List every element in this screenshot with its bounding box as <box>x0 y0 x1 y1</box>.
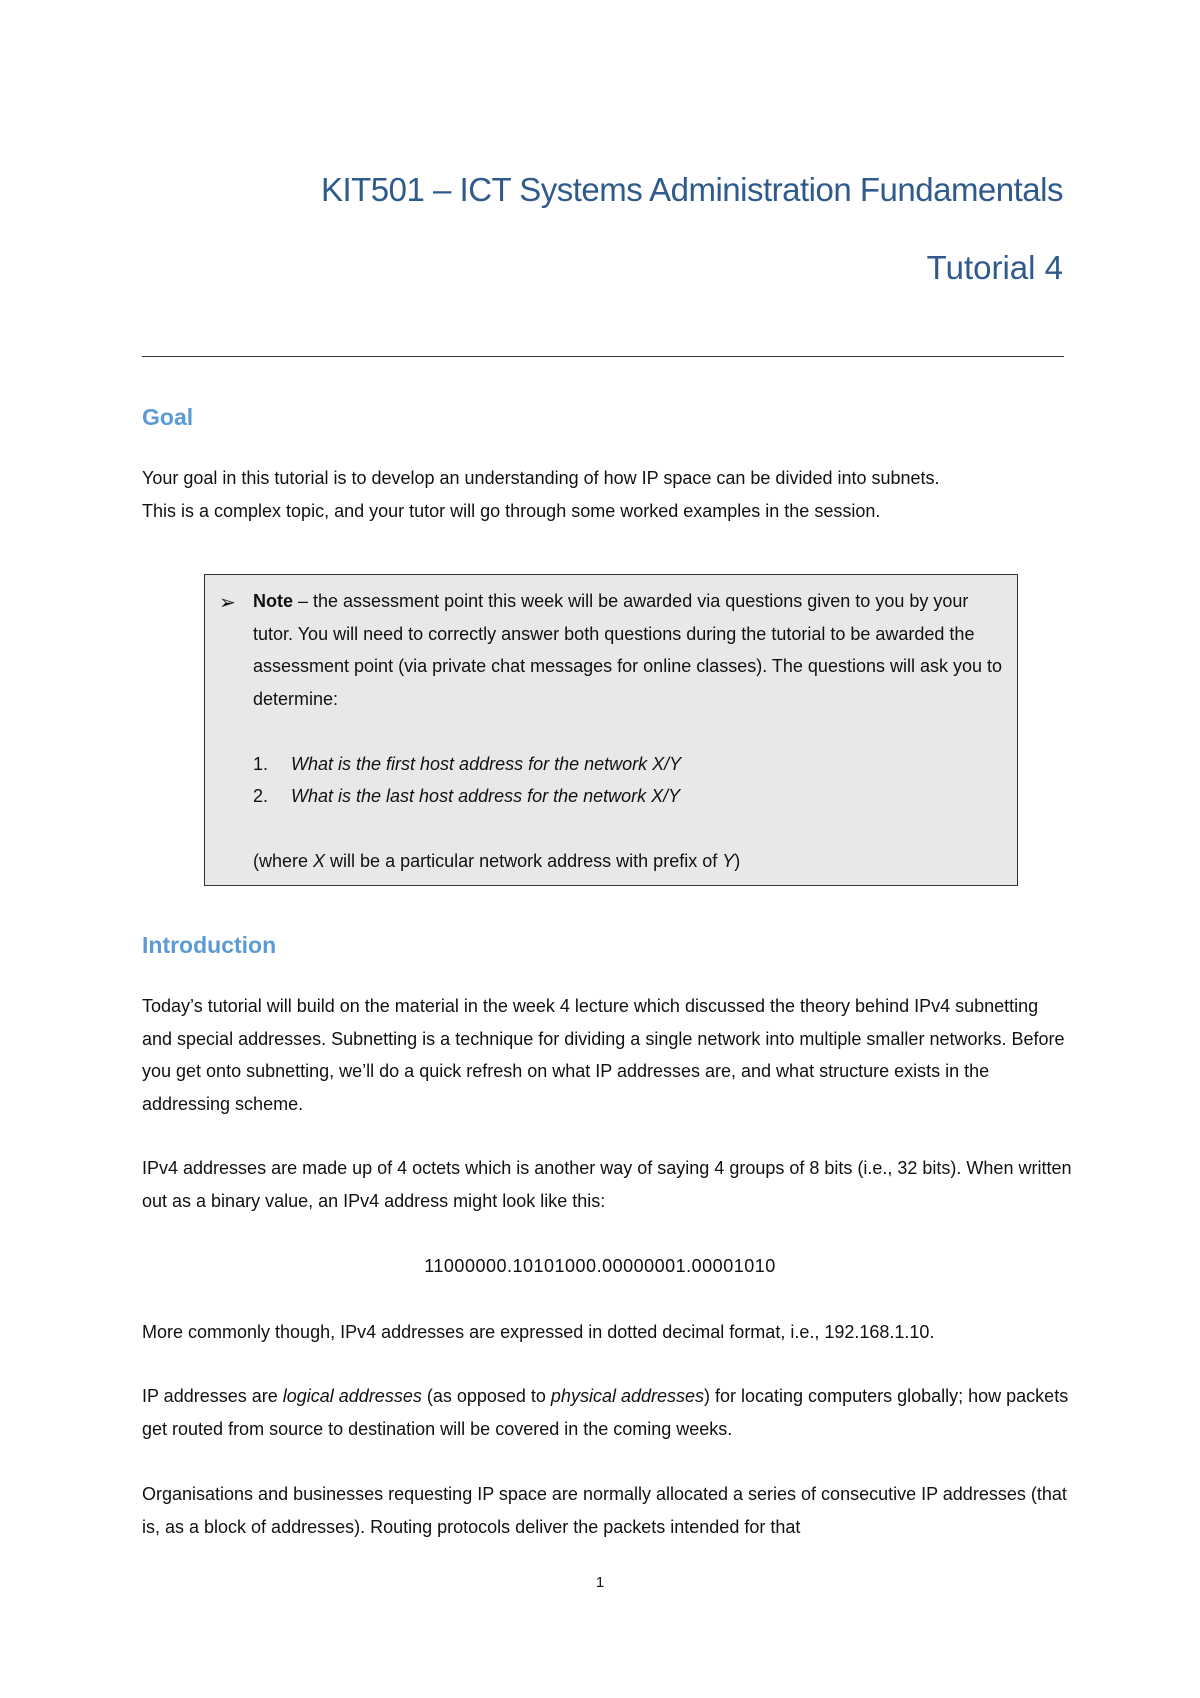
note-box <box>204 574 1018 886</box>
note-label: Note <box>253 591 293 611</box>
goal-heading: Goal <box>142 404 194 430</box>
p4-part-a: IP addresses are <box>142 1386 283 1406</box>
goal-line-1: Your goal in this tutorial is to develop an understanding of how IP space can be divided into subnets. <box>142 468 940 488</box>
intro-paragraph-5: Organisations and businesses requesting IP space are normally allocated a series of consecutive IP addresses (that is, as a block of addresses). Routing protocols deliver the packets intended for that <box>142 1484 1067 1537</box>
p4-part-e: ) for locating computers globally; how packets get routed from source to destination will be covered in the coming weeks. <box>142 1386 1069 1439</box>
document-subtitle: Tutorial 4 <box>926 249 1063 286</box>
p4-part-c: (as opposed to <box>421 1386 551 1406</box>
question-text-2: What is the last host address for the network X/Y <box>291 786 681 806</box>
introduction-heading: Introduction <box>142 932 277 958</box>
note-footer-x: X <box>313 851 326 871</box>
note-footer-part-2: will be a particular network address with prefix of <box>325 851 723 871</box>
page-number: 1 <box>595 1574 605 1591</box>
intro-paragraph-3: More commonly though, IPv4 addresses are expressed in dotted decimal format, i.e., 192.168.1.10. <box>142 1322 935 1342</box>
p4-physical-addresses: physical addresses <box>550 1386 705 1406</box>
note-text: – the assessment point this week will be awarded via questions given to you by your tutor. You will need to correctly answer both questions during the tutorial to be awarded the assessment point (via private chat messages for online classes). The questions will ask you to determine: <box>253 591 1003 709</box>
note-content <box>253 585 1013 878</box>
p4-logical-addresses: logical addresses <box>282 1386 422 1406</box>
question-item-1 <box>253 748 1013 781</box>
note-footer-part-1: (where <box>253 851 314 871</box>
goal-paragraph <box>142 462 1072 527</box>
binary-address-example: 11000000.10101000.00000001.00001010 <box>424 1256 776 1276</box>
note-footer <box>253 845 1013 878</box>
note-footer-y: Y <box>722 851 735 871</box>
note-paragraph <box>253 585 1013 715</box>
question-number-2: 2. <box>253 786 269 806</box>
question-number-1: 1. <box>253 753 269 774</box>
arrow-bullet-icon: ➢ <box>219 592 236 614</box>
note-footer-part-3: ) <box>734 851 741 871</box>
title-divider <box>142 356 1064 357</box>
intro-paragraph-1: Today’s tutorial will build on the material in the week 4 lecture which discussed the theory behind IPv4 subnetting and special addresses. Subnetting is a technique for dividing a single network into multiple smaller networks. Before you get onto subnetting, we’ll do a quick refresh on what IP addresses are, and what structure exists in the addressing scheme. <box>142 996 1065 1114</box>
goal-line-2: This is a complex topic, and your tutor will go through some worked examples in the session. <box>142 500 881 521</box>
question-text-1: What is the first host address for the network X/Y <box>291 753 682 774</box>
question-list <box>253 748 1013 813</box>
intro-paragraph-2: IPv4 addresses are made up of 4 octets which is another way of saying 4 groups of 8 bits (i.e., 32 bits). When written out as a binary value, an IPv4 address might look like this: <box>142 1158 1072 1211</box>
intro-paragraph-4 <box>142 1380 1072 1445</box>
document-title: KIT501 – ICT Systems Administration Fundamentals <box>320 171 1063 208</box>
question-item-2 <box>253 780 1013 813</box>
